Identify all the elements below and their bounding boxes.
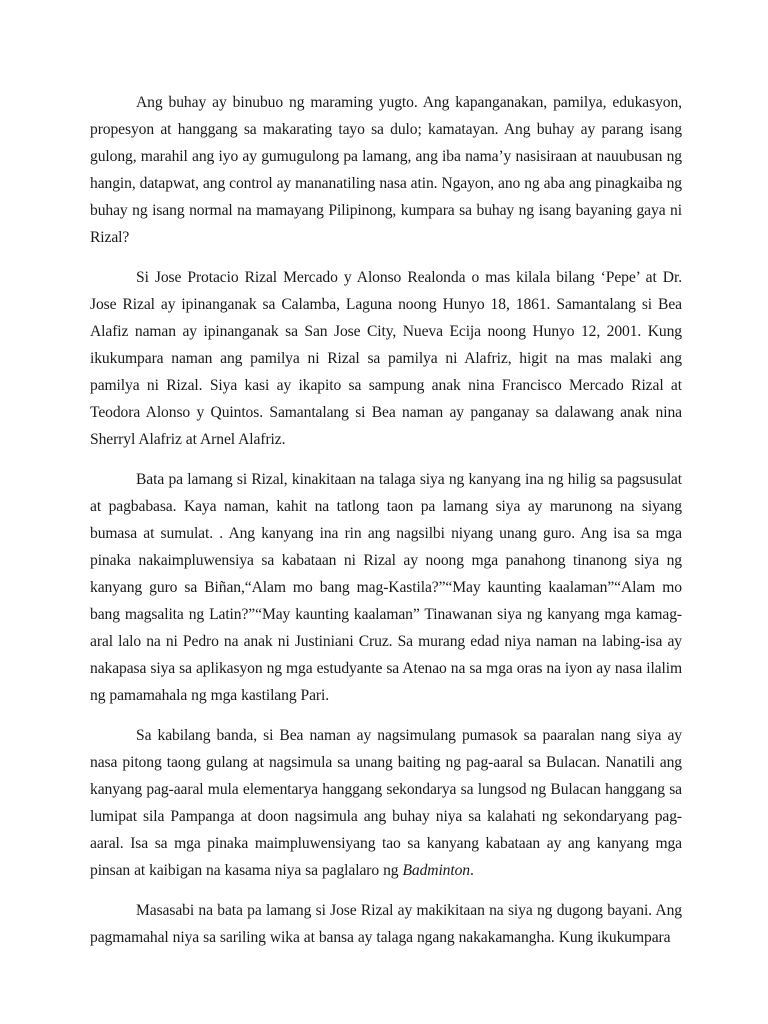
- paragraph-rizal-patriotism: Masasabi na bata pa lamang si Jose Rizal ay makikitaan na siya ng dugong bayani. Ang pagmamahal niya sa sariling wika at bansa ay talaga ngang nakakamangha. Kung ikukumpara: [90, 902, 682, 946]
- paragraph-rizal-childhood: Bata pa lamang si Rizal, kinakitaan na talaga siya ng kanyang ina ng hilig sa pagsusulat at pagbabasa. Kaya naman, kahit na tatlong taon pa lamang siya ay marunong na siyang bumasa at sumulat. . Ang kanyang ina rin ang nagsilbi niyang unang guro. Ang isa sa mga pinaka nakaimpluwensiya sa kabataan ni Rizal ay noong mga panahong tinanong siya ng kanyang guro sa Biñan,“Alam mo bang mag-Kastila?”“May kaunting kaalaman”“Alam mo bang magsalita ng Latin?”“May kaunting kaalaman” Tinawanan siya ng kanyang mga kamag-aral lalo na ni Pedro na anak ni Justiniani Cruz. Sa murang edad niya naman na labing-isa ay nakapasa siya sa aplikasyon ng mga estudyante sa Atenao na sa mga oras na iyon ay nasa ilalim ng pamamahala ng mga kastilang Pari.: [90, 471, 682, 704]
- paragraph-bea-schooling: [90, 722, 682, 884]
- paragraph-birth-family: Si Jose Protacio Rizal Mercado y Alonso Realonda o mas kilala bilang ‘Pepe’ at Dr. Jose Rizal ay ipinanganak sa Calamba, Laguna noong Hunyo 18, 1861. Samantalang si Bea Alafiz naman ay ipinanganak sa San Jose City, Nueva Ecija noong Hunyo 12, 2001. Kung ikukumpara naman ang pamilya ni Rizal sa pamilya ni Alafriz, higit na mas malaki ang pamilya ni Rizal. Siya kasi ay ikapito sa sampung anak nina Francisco Mercado Rizal at Teodora Alonso y Quintos. Samantalang si Bea naman ay panganay sa dalawang anak nina Sherryl Alafriz at Arnel Alafriz.: [90, 269, 682, 448]
- paragraph-intro: Ang buhay ay binubuo ng maraming yugto. Ang kapanganakan, pamilya, edukasyon, propesyon at hanggang sa makarating tayo sa dulo; kamatayan. Ang buhay ay parang isang gulong, marahil ang iyo ay gumugulong pa lamang, ang iba nama’y nasisiraan at nauubusan ng hangin, datapwat, ang control ay mananatiling nasa atin. Ngayon, ano ng aba ang pinagkaiba ng buhay ng isang normal na mamayang Pilipinong, kumpara sa buhay ng isang bayaning gaya ni Rizal?: [90, 94, 682, 246]
- paragraph-bea-schooling-punct: .: [470, 862, 474, 879]
- paragraph-bea-schooling-italic: Badminton: [402, 862, 471, 879]
- document-body: [90, 89, 682, 964]
- paragraph-bea-schooling-text: Sa kabilang banda, si Bea naman ay nagsimulang pumasok sa paaralan nang siya ay nasa pitong taong gulang at nagsimula sa unang baiting ng pag-aaral sa Bulacan. Nanatili ang kanyang pag-aaral mula elementarya hanggang sekondarya sa lungsod ng Bulacan hanggang sa lumipat sila Pampanga at doon nagsimula ang buhay niya sa kalahati ng sekondaryang pag-aaral. Isa sa mga pinaka maimpluwensiyang tao sa kanyang kabataan ay ang kanyang mga pinsan at kaibigan na kasama niya sa paglalaro ng: [90, 727, 682, 879]
